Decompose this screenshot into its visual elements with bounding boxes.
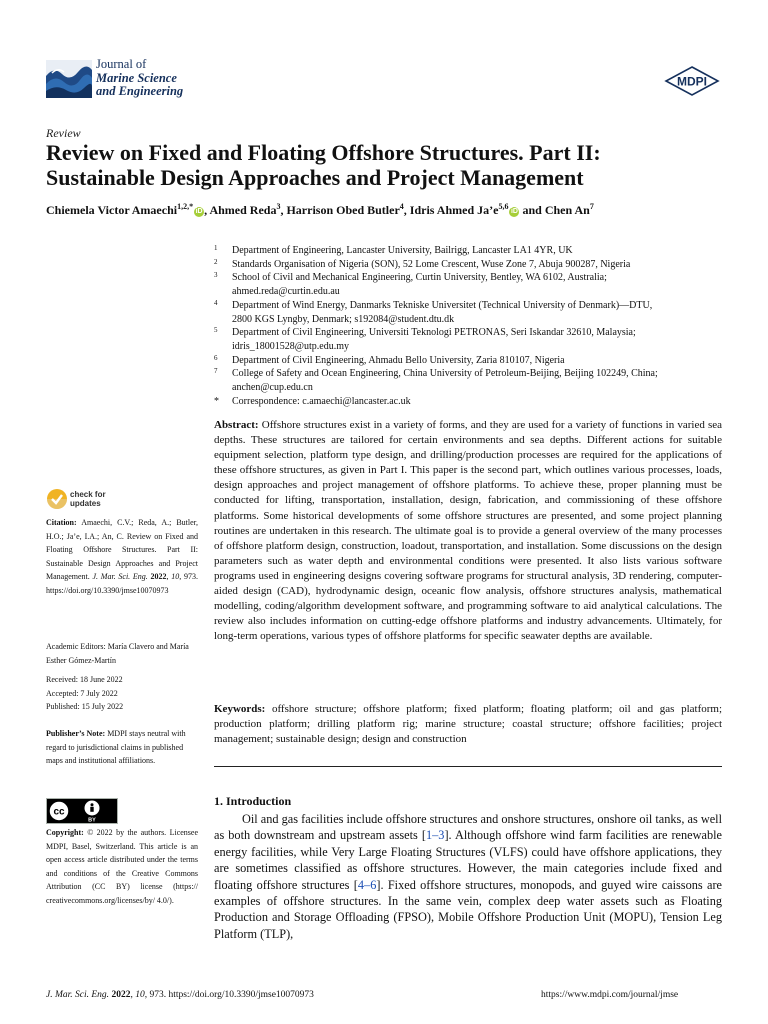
author-name: Chiemela Victor Amaechi: [46, 203, 178, 217]
copyright-notice: [46, 826, 198, 908]
check-line-2: updates: [70, 498, 101, 508]
accepted-date: Accepted: 7 July 2022: [46, 688, 118, 698]
correspondence: [212, 395, 724, 409]
citation-doi[interactable]: , 973. https://doi.org/10.3390/jmse10070973: [46, 572, 199, 595]
copyright-label: Copyright:: [46, 828, 84, 837]
citation-text: Amaechi, C.V.; Reda, A.; Butler, H.O.; Ja’e, I.A.; An, C. Review on Fixed and Floating Offshore Structures. Part II: Sustainable Design Approaches and Project Management.: [46, 518, 198, 582]
intro-text-2: ]. Although offshore wind farm facilities are renewable energy facilities, while Very Large Floating Structures (VLFS) could have offshore applications, they are sometimes classified as offshore structures. However, the main categories include fixed and floating offshore structures [: [214, 828, 722, 892]
footer-journal: J. Mar. Sci. Eng.: [46, 990, 110, 1000]
affiliations: [212, 244, 724, 408]
article-type: Review: [46, 126, 81, 140]
published-date: Published: 15 July 2022: [46, 702, 124, 712]
author-name: Idris Ahmed Ja’e: [409, 203, 499, 217]
journal-line-1: Journal of: [96, 57, 147, 71]
affiliation-number: 5: [214, 326, 218, 335]
reference-link-3[interactable]: 3: [438, 828, 445, 843]
affiliation-line: Department of Civil Engineering, Universiti Teknologi PETRONAS, Seri Iskandar 32610, Malaysia;: [232, 327, 636, 339]
author-affiliation-sup: 4: [399, 202, 404, 211]
reference-link-1[interactable]: 1: [425, 828, 433, 843]
intro-text-1: Oil and gas facilities include offshore structures and onshore structures, onshore oil tanks, as well as both downstream and upstream assets [: [214, 812, 722, 843]
ref-dash-2: –: [364, 877, 371, 892]
publisher-note: [46, 727, 198, 768]
correspondence-text: Correspondence: c.amaechi@lancaster.ac.uk: [232, 395, 411, 407]
citation-journal: J. Mar. Sci. Eng.: [92, 572, 148, 582]
affiliation-number: 4: [214, 298, 218, 307]
keywords: [214, 702, 722, 747]
editors-label: Academic Editors:: [46, 642, 106, 651]
author-affiliation-sup: 7: [589, 202, 594, 211]
affiliation-line: idris_18001528@utp.edu.my: [232, 340, 349, 352]
footer-citation: J. Mar. Sci. Eng. 2022, 10, 973. https://doi.org/10.3390/jmse10070973: [46, 990, 314, 1000]
affiliation-line: Department of Engineering, Lancaster University, Bailrigg, Lancaster LA1 4YR, UK: [232, 245, 573, 256]
check-for-updates-icon: [46, 487, 68, 511]
check-line-1: check for: [70, 490, 106, 499]
mdpi-logo-text: MDPI: [677, 74, 707, 89]
author-list: [46, 202, 746, 218]
author-name: Ahmed Reda: [209, 203, 277, 217]
affiliation-line: Standards Organisation of Nigeria (SON), 52 Lome Crescent, Wuse Zone 7, Abuja 900287, Nigeria: [232, 258, 631, 270]
academic-editors: [46, 640, 198, 667]
publication-dates: [46, 673, 198, 714]
journal-line-3: and Engineering: [96, 84, 184, 98]
wave-logo-icon: [46, 60, 92, 98]
check-for-updates-button[interactable]: [46, 487, 146, 515]
footer-volume: 10: [135, 990, 145, 1000]
title-line-1: Review on Fixed and Floating Offshore Structures. Part II:: [46, 140, 601, 165]
ref-dash-1: –: [432, 828, 439, 843]
author-separator: ,: [280, 203, 287, 217]
affiliation-number: 1: [214, 244, 218, 252]
section-heading-introduction: 1. Introduction: [214, 794, 292, 808]
affiliation-item: [212, 326, 724, 353]
affiliation-line: ahmed.reda@curtin.edu.au: [232, 286, 340, 298]
author-affiliation-sup: 5,6: [498, 202, 509, 211]
cc-by-license-badge[interactable]: [46, 798, 118, 824]
title-line-2: Sustainable Design Approaches and Project Management: [46, 165, 584, 190]
by-icon-text: BY: [88, 817, 96, 824]
affiliation-line: Department of Wind Energy, Danmarks Tekniske Universitet (Technical University of Denmark)—DTU,: [232, 299, 653, 311]
affiliation-item: [212, 271, 724, 298]
paper-title: [46, 140, 736, 190]
affiliation-line: anchen@cup.edu.cn: [232, 382, 313, 394]
affiliation-item: [212, 258, 724, 272]
author-separator: and: [519, 203, 545, 217]
footer-year: 2022: [111, 990, 131, 1000]
cc-icon-text: cc: [53, 806, 65, 818]
citation-block: Citation: Amaechi, C.V.; Reda, A.; Butler, H.O.; Ja’e, I.A.; An, C. Review on Fixed and Floating Offshore Structures. Part II: Sustainable Design Approaches and Project Management. J. Mar. Sci. Eng. 2022, 10, 973. https://doi.org/10.3390/jmse10070973: [46, 518, 199, 595]
citation-year: 2022: [150, 572, 167, 582]
keywords-label: Keywords:: [214, 703, 266, 715]
affiliation-item: [212, 244, 724, 258]
abstract-text: Offshore structures exist in a variety of forms, and they are used for a variety of functions in varied sea depths. These structures are tailored for certain environments and sea depths. Different actions for suitable equipment selection, platform type design, and drilling/production processes are required for the applications of these offshore structures, as given in Part I. This paper is the second part, which outlines various processes, loads, design approaches and project management of offshore platforms. To achieve these, proper planning must be conducted for lifting, transportation, installation, design, fabrication, and commissioning of these offshore platforms. Some historical developments of some offshore structures are presented, and some project planning routines are undertaken in this research. The ultimate goal is to provide a general overview of the many processes of offshore platform design, construction, loadout, transportation, and installation. Some discussions on the design parameters such as water depth and environmental conditions were presented. It also lists various software programs used in engineering designs covering software programs for structural analysis, 3D rendering, computer-aided design (CAD), hydrodynamic design, oceanic flow analysis, offshore structures analysis, mathematical modelling, coding/algorithm development software, and programming software to aid analytical calculations. The review also includes information on cutting-edge offshore platforms and industry advancements. Ultimately, for long-term operations, various types of offshore platforms for specific seawater depths are available.: [214, 419, 723, 643]
author-name: Harrison Obed Butler: [286, 203, 400, 217]
reference-link-6[interactable]: 6: [370, 877, 377, 892]
affiliation-number: 6: [214, 353, 218, 362]
affiliation-number: 3: [214, 271, 218, 280]
affiliation-line: Department of Civil Engineering, Ahmadu Bello University, Zaria 810107, Nigeria: [232, 354, 565, 366]
mdpi-logo: [664, 66, 720, 96]
affiliation-item: [212, 354, 724, 368]
author-affiliation-sup: 3: [276, 202, 281, 211]
section-divider: [214, 766, 722, 767]
affiliation-line: College of Safety and Ocean Engineering, China University of Petroleum-Beijing, Beijing 102249, China;: [232, 368, 658, 380]
citation-volume: 10: [171, 572, 180, 582]
orcid-icon[interactable]: iD: [195, 208, 203, 215]
affiliation-number: 2: [214, 257, 218, 266]
affiliation-line: School of Civil and Mechanical Engineering, Curtin University, Bentley, WA 6102, Australia;: [232, 272, 607, 284]
copyright-text: © 2022 by the authors. Licensee MDPI, Basel, Switzerland. This article is an open access article distributed under the terms and conditions of the Creative Commons Attribution (CC BY) license (https:// creativecommons.org/licenses/by/ 4.0/).: [46, 828, 199, 905]
affiliation-item: [212, 299, 724, 326]
affiliation-item: [212, 367, 724, 394]
publisher-note-label: Publisher’s Note:: [46, 729, 106, 738]
journal-line-2: Marine Science: [96, 70, 177, 85]
author-affiliation-sup: 1,2,*: [177, 202, 194, 211]
correspondence-mark: *: [214, 395, 219, 407]
reference-link-4[interactable]: 4: [357, 877, 365, 892]
footer-doi[interactable]: , 973. https://doi.org/10.3390/jmse10070973: [144, 990, 314, 1000]
abstract: [214, 418, 722, 644]
orcid-icon[interactable]: iD: [510, 208, 518, 215]
introduction-paragraph: [214, 811, 722, 942]
footer-journal-url[interactable]: https://www.mdpi.com/journal/jmse: [541, 990, 679, 1000]
journal-name: [96, 58, 183, 99]
author-name: Chen An: [544, 203, 590, 217]
publisher-note-text: MDPI stays neutral with regard to jurisdictional claims in published maps and institutional affiliations.: [46, 729, 186, 766]
keywords-text: offshore structure; offshore platform; fixed platform; floating platform; oil and gas platform; production platform; drilling platform rig; marine structure; coastal structure; offshore facilities; project management; sustainable design; design and construction: [214, 703, 723, 746]
citation-label: Citation:: [46, 518, 77, 527]
received-date: Received: 18 June 2022: [46, 675, 123, 684]
author-separator: ,: [204, 203, 210, 217]
abstract-label: Abstract:: [214, 419, 259, 431]
editors-text: María Clavero and María Esther Gómez-Martín: [46, 642, 189, 665]
affiliation-number: 7: [214, 367, 218, 376]
author-separator: ,: [403, 203, 410, 217]
affiliation-line: 2800 KGS Lyngby, Denmark; s192084@student.dtu.dk: [232, 313, 455, 325]
intro-text-3: ]. Fixed offshore structures, monopods, and guyed wire caissons are examples of offshore structures. In the same vein, complex deep water assets such as Floating Production and Storage Offloading (FPSO), Mobile Offshore Production Unit (MOPU), Tension Leg Platform (TLP),: [214, 877, 723, 941]
